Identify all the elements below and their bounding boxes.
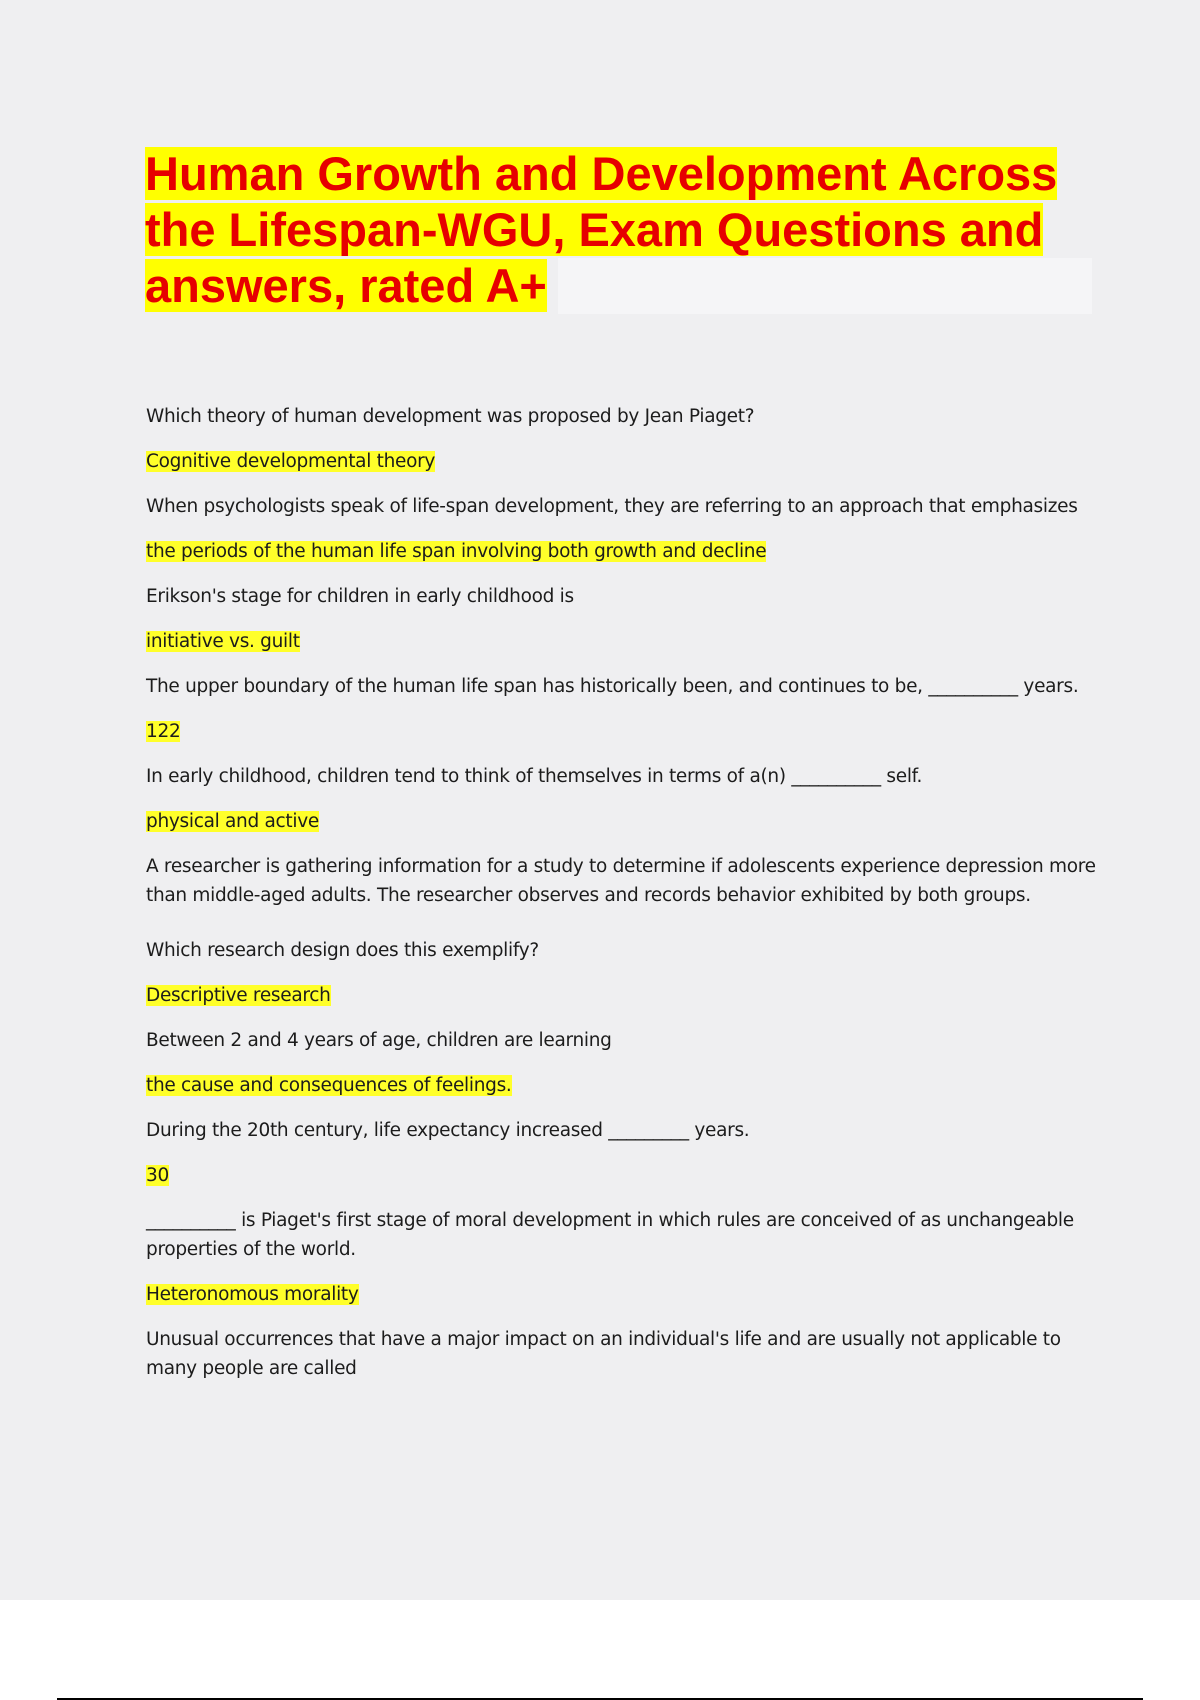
answer-2-text: the periods of the human life span involving both growth and decline xyxy=(146,541,767,562)
answer-8-text: 30 xyxy=(146,1165,169,1186)
document-title-text: Human Growth and Development Across the Lifespan-WGU, Exam Questions and answers, rated A+ xyxy=(145,147,1058,312)
question-7: Between 2 and 4 years of age, children are learning xyxy=(146,1030,612,1051)
answer-6-text: Descriptive research xyxy=(146,985,331,1006)
question-8: During the 20th century, life expectancy increased _________ years. xyxy=(146,1120,750,1141)
answer-4 xyxy=(146,717,1096,746)
question-5: In early childhood, children tend to think of themselves in terms of a(n) __________ self. xyxy=(146,766,923,787)
question-2: When psychologists speak of life-span development, they are referring to an approach that emphasizes xyxy=(146,496,1078,517)
answer-7 xyxy=(146,1071,1096,1100)
answer-7-text: the cause and consequences of feelings. xyxy=(146,1075,512,1096)
question-1: Which theory of human development was proposed by Jean Piaget? xyxy=(146,406,755,427)
answer-9-text: Heteronomous morality xyxy=(146,1284,359,1305)
answer-1 xyxy=(146,447,1096,476)
question-6: A researcher is gathering information for a study to determine if adolescents experience depression more than middle-aged adults. The researcher observes and records behavior exhibited by both groups. xyxy=(146,856,1096,906)
question-6-followup: Which research design does this exemplify? xyxy=(146,940,539,961)
question-9: __________ is Piaget's first stage of moral development in which rules are conceived of as unchangeable properties of the world. xyxy=(146,1210,1074,1260)
qa-list xyxy=(146,402,1096,1399)
answer-6 xyxy=(146,981,1096,1010)
question-3: Erikson's stage for children in early childhood is xyxy=(146,586,574,607)
answer-8 xyxy=(146,1161,1096,1190)
answer-3 xyxy=(146,627,1096,656)
question-4: The upper boundary of the human life span has historically been, and continues to be, __________ years. xyxy=(146,676,1079,697)
answer-5 xyxy=(146,807,1096,836)
answer-2 xyxy=(146,537,1096,566)
answer-4-text: 122 xyxy=(146,721,181,742)
answer-5-text: physical and active xyxy=(146,811,319,832)
answer-3-text: initiative vs. guilt xyxy=(146,631,300,652)
question-10: Unusual occurrences that have a major impact on an individual's life and are usually not applicable to many people are called xyxy=(146,1329,1061,1379)
answer-9 xyxy=(146,1280,1096,1309)
document-title xyxy=(145,146,1095,314)
answer-1-text: Cognitive developmental theory xyxy=(146,451,436,472)
